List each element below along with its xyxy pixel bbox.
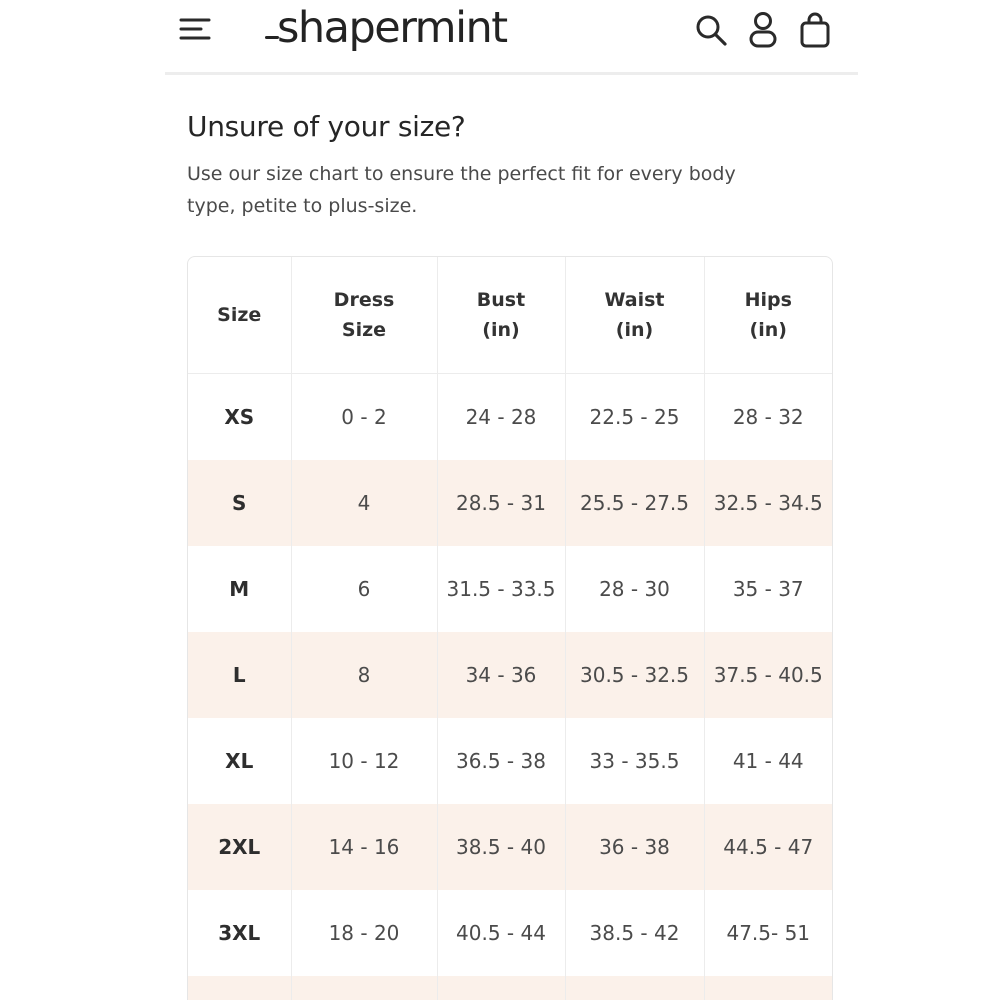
size-cell: M	[188, 546, 291, 632]
waist-cell: 36 - 38	[565, 804, 704, 890]
size-cell: XL	[188, 718, 291, 804]
size-chart-table	[188, 257, 832, 1000]
table-row	[188, 632, 832, 718]
brand-logo[interactable]	[265, 0, 507, 56]
site-header	[165, 0, 858, 75]
hips-cell: 32.5 - 34.5	[704, 460, 832, 546]
size-cell: 3XL	[188, 890, 291, 976]
bust-cell: 31.5 - 33.5	[437, 546, 565, 632]
dress-size-cell: 14 - 16	[291, 804, 437, 890]
dress-size-cell: 6	[291, 546, 437, 632]
size-cell: XS	[188, 374, 291, 461]
waist-cell: 25.5 - 27.5	[565, 460, 704, 546]
waist-cell: 38.5 - 42	[565, 890, 704, 976]
page-title: Unsure of your size?	[187, 110, 466, 143]
user-icon[interactable]	[744, 10, 782, 50]
size-cell: 2XL	[188, 804, 291, 890]
hips-cell: 47.5- 51	[726, 921, 811, 945]
waist-cell: 33 - 35.5	[565, 718, 704, 804]
bust-cell: 24 - 28	[437, 374, 565, 461]
hips-cell: 35 - 37	[732, 577, 804, 601]
table-row	[188, 546, 832, 632]
header-actions	[692, 10, 834, 50]
dress-size-cell: 8	[291, 632, 437, 718]
brand-name: shapermint	[277, 3, 507, 53]
column-header-dress-size: Dress Size	[291, 257, 437, 374]
hamburger-menu-icon[interactable]	[179, 12, 213, 46]
bust-cell: 40.5 - 44	[437, 890, 565, 976]
bust-cell: 28.5 - 31	[437, 460, 565, 546]
search-icon[interactable]	[692, 10, 730, 50]
table-row	[188, 718, 832, 804]
table-row-cut-off	[188, 976, 832, 1000]
size-cell: S	[188, 460, 291, 546]
table-row	[188, 374, 832, 461]
dress-size-cell: 0 - 2	[291, 374, 437, 461]
bust-cell: 36.5 - 38	[437, 718, 565, 804]
column-header-hips: Hips (in)	[704, 257, 832, 374]
table-row	[188, 804, 832, 890]
bust-cell: 34 - 36	[437, 632, 565, 718]
table-header-row	[188, 257, 832, 374]
waist-cell: 22.5 - 25	[565, 374, 704, 461]
shopping-bag-icon[interactable]	[796, 10, 834, 50]
hips-cell: 41 - 44	[732, 749, 804, 773]
column-header-bust: Bust (in)	[437, 257, 565, 374]
column-header-size: Size	[188, 257, 291, 374]
bust-cell: 38.5 - 40	[437, 804, 565, 890]
column-header-waist: Waist (in)	[565, 257, 704, 374]
hips-cell: 28 - 32	[732, 405, 804, 429]
dress-size-cell: 10 - 12	[291, 718, 437, 804]
table-row	[188, 890, 832, 976]
table-row	[188, 460, 832, 546]
waist-cell: 30.5 - 32.5	[565, 632, 704, 718]
size-cell: L	[188, 632, 291, 718]
hips-cell: 37.5 - 40.5	[704, 632, 832, 718]
hips-cell: 44.5 - 47	[704, 804, 832, 890]
dress-size-cell: 4	[291, 460, 437, 546]
size-chart-card	[187, 256, 833, 1000]
waist-cell: 28 - 30	[565, 546, 704, 632]
page-description: Use our size chart to ensure the perfect fit for every body type, petite to plus-size.	[187, 163, 736, 217]
dress-size-cell: 18 - 20	[291, 890, 437, 976]
